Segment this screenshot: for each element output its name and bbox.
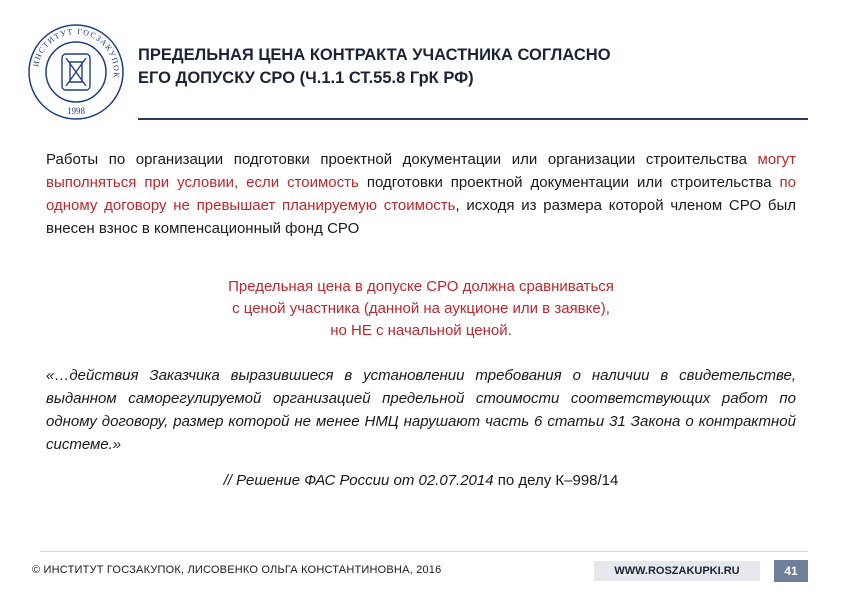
note-line-2: с ценой участника (данной на аукционе или в заявке), [232, 300, 610, 317]
decision-reference [46, 470, 796, 492]
svg-text:1998: 1998 [67, 106, 85, 116]
paragraph-part-3: подготовки проектной документации или строительства [358, 174, 780, 191]
title-line-2 [138, 67, 778, 90]
footer-website: WWW.ROSZAKUPKI.RU [594, 561, 760, 581]
highlight-note [46, 276, 796, 342]
decision-reference-italic: // Решение ФАС России от 02.07.2014 [223, 472, 494, 489]
page-title [138, 44, 778, 90]
title-line-1: ПРЕДЕЛЬНАЯ ЦЕНА КОНТРАКТА УЧАСТНИКА СОГЛАСНО [138, 46, 611, 64]
decision-reference-case: по делу К–998/14 [493, 472, 619, 489]
footer-divider [40, 551, 808, 552]
fas-quote: «…действия Заказчика выразившиеся в установлении требования о наличии в свидетельстве, выданном саморегулируемой организацией предельной стоимости соответствующих работ по одному договору, размер которой не менее НМЦ нарушают часть 6 статьи 31 Закона о контрактной системе.» [46, 367, 796, 453]
footer-copyright: © ИНСТИТУТ ГОСЗАКУПОК, ЛИСОВЕНКО ОЛЬГА КОНСТАНТИНОВНА, 2016 [32, 564, 442, 576]
svg-text:ИНСТИТУТ ГОСЗАКУПОК: ИНСТИТУТ ГОСЗАКУПОК [31, 26, 122, 80]
title-divider [138, 118, 808, 120]
page-number-badge: 41 [774, 560, 808, 582]
paragraph-highlight-2: по одному договору не превышает планируемую стоимость [46, 174, 796, 214]
institute-logo-seal [26, 22, 126, 122]
main-paragraph [46, 148, 796, 240]
paragraph-highlight-1: могут выполняться при условии, если стоимость [46, 151, 796, 191]
note-line-1: Предельная цена в допуске СРО должна сравниваться [228, 278, 614, 295]
paragraph-part-1: Работы по организации подготовки проектной документации или организации строительства [46, 151, 758, 168]
note-line-3: но НЕ с начальной ценой. [330, 322, 512, 339]
title-line-2-text: ЕГО ДОПУСКУ СРО [138, 69, 296, 87]
paragraph-part-5: , исходя из размера которой членом СРО был внесен взнос в компенсационный фонд СРО [46, 197, 796, 237]
title-law-reference: (Ч.1.1 СТ.55.8 ГрК РФ) [299, 69, 474, 87]
